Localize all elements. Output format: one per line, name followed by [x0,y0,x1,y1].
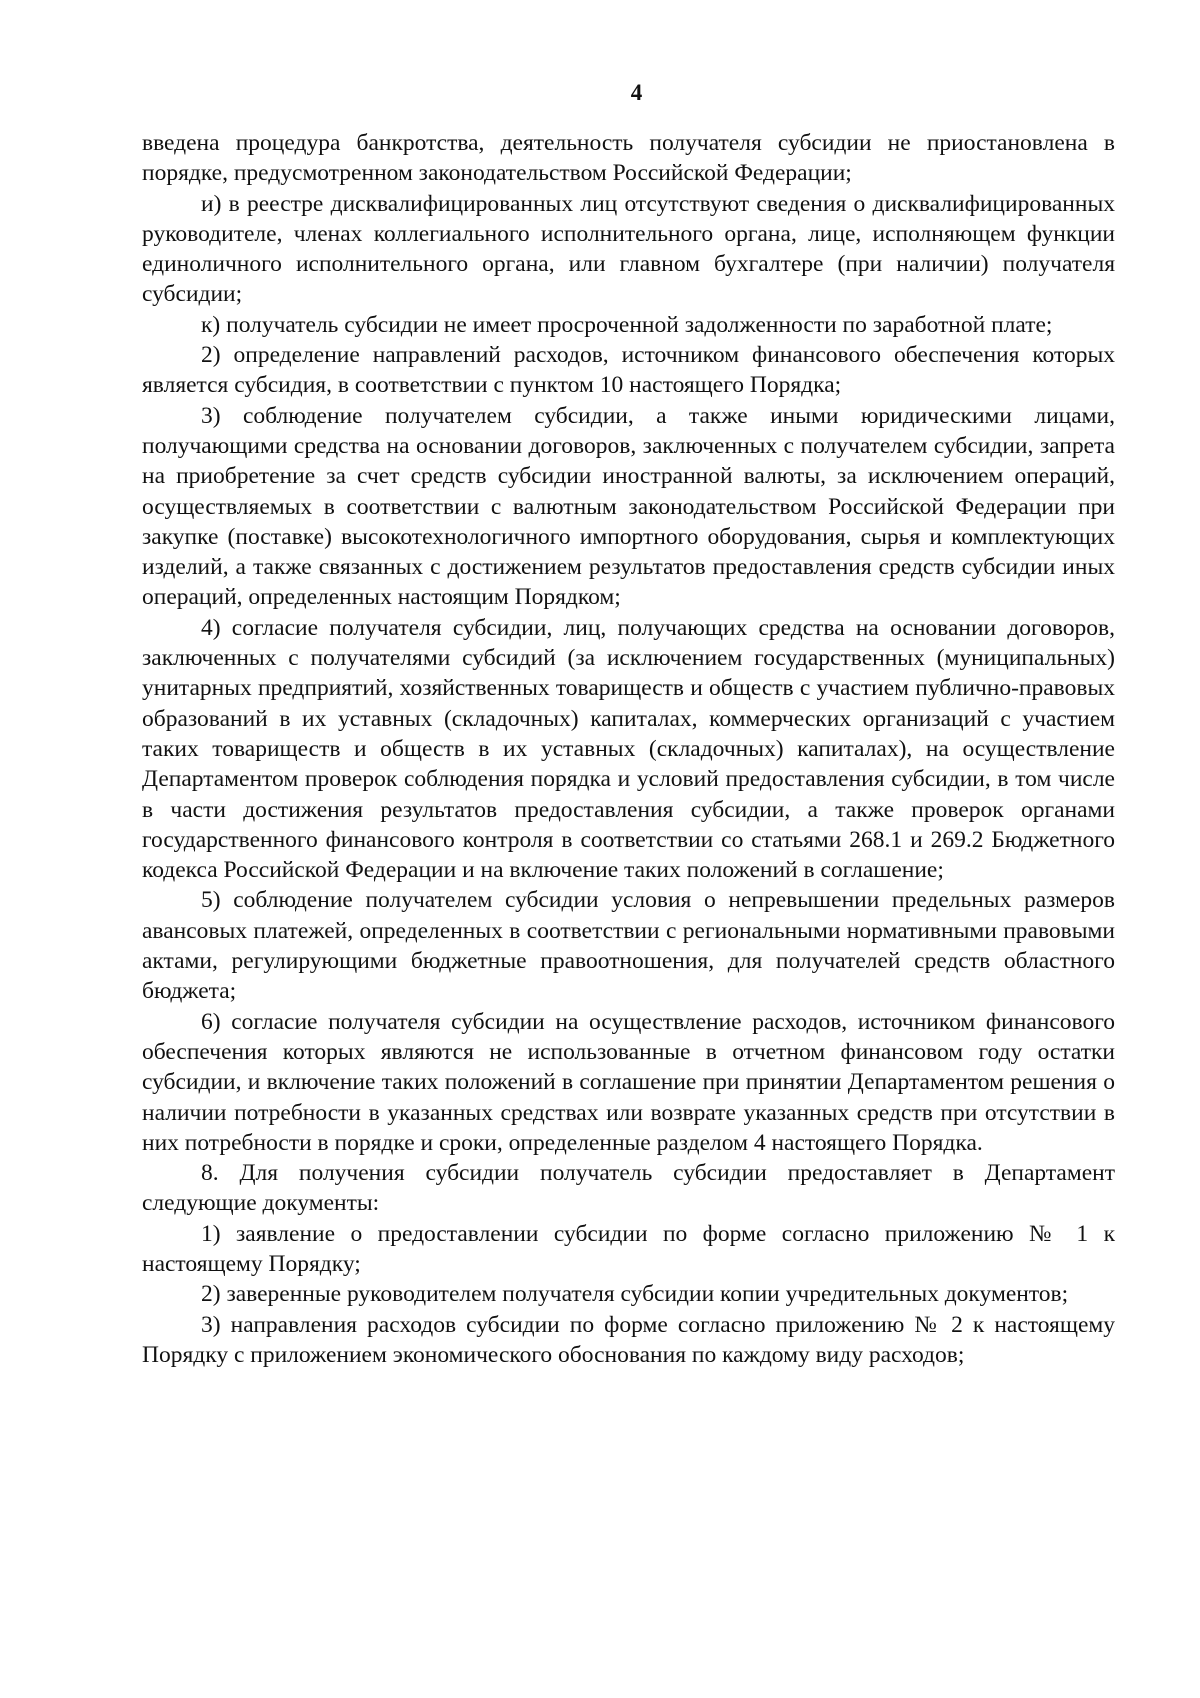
paragraph: 2) заверенные руководителем получателя субсидии копии учредительных документов; [201,1281,1069,1308]
page-number: 4 [630,80,643,105]
paragraph: введена процедура банкротства, деятельность получателя субсидии не приостановлена в порядке, предусмотренном законодательством Российской Федерации; [142,130,1115,187]
paragraph: к) получатель субсидии не имеет просроченной задолженности по заработной плате; [201,311,1053,338]
paragraph: 1) заявление о предоставлении субсидии по форме согласно приложению № 1 к настоящему Порядку; [142,1220,1115,1277]
paragraph: 3) соблюдение получателем субсидии, а также иными юридическими лицами, получающими средства на основании договоров, заключенных с получателем субсидии, запрета на приобретение за счет средств субсидии иностранной валюты, за исключением операций, осуществляемых в соответствии с валютным законодательством Российской Федерации при закупке (поставке) высокотехнологичного импортного оборудования, сырья и комплектующих изделий, а также связанных с достижением результатов предоставления средств субсидии иных операций, определенных настоящим Порядком; [142,402,1115,611]
paragraph: 6) согласие получателя субсидии на осуществление расходов, источником финансового обеспечения которых являются не использованные в отчетном финансовом году остатки субсидии, и включение таких положений в соглашение при принятии Департаментом решения о наличии потребности в указанных средствах или возврате указанных средств при отсутствии в них потребности в порядке и сроки, определенные разделом 4 настоящего Порядка. [142,1008,1115,1156]
document-body [142,128,1115,1370]
paragraph: 8. Для получения субсидии получатель субсидии предоставляет в Департамент следующие документы: [142,1160,1115,1217]
paragraph: 4) согласие получателя субсидии, лиц, получающих средства на основании договоров, заключенных с получателями субсидий (за исключением государственных (муниципальных) унитарных предприятий, хозяйственных товариществ и обществ с участием публично-правовых образований в их уставных (складочных) капиталах, коммерческих организаций с участием таких товариществ и обществ в их уставных (складочных) капиталах), на осуществление Департаментом проверок соблюдения порядка и условий предоставления субсидии, в том числе в части достижения результатов предоставления субсидии, а также проверок органами государственного финансового контроля в соответствии со статьями 268.1 и 269.2 Бюджетного кодекса Российской Федерации и на включение таких положений в соглашение; [142,614,1115,884]
paragraph: 2) определение направлений расходов, источником финансового обеспечения которых является субсидия, в соответствии с пунктом 10 настоящего Порядка; [142,342,1115,399]
paragraph: 5) соблюдение получателем субсидии условия о непревышении предельных размеров авансовых платежей, определенных в соответствии с региональными нормативными правовыми актами, регулирующими бюджетные правоотношения, для получателей средств областного бюджета; [142,887,1115,1005]
paragraph: 3) направления расходов субсидии по форме согласно приложению № 2 к настоящему Порядку с приложением экономического обоснования по каждому виду расходов; [142,1311,1115,1368]
paragraph: и) в реестре дисквалифицированных лиц отсутствуют сведения о дисквалифицированных руководителе, членах коллегиального исполнительного органа, лице, исполняющем функции единоличного исполнительного органа, или главном бухгалтере (при наличии) получателя субсидии; [142,190,1115,308]
